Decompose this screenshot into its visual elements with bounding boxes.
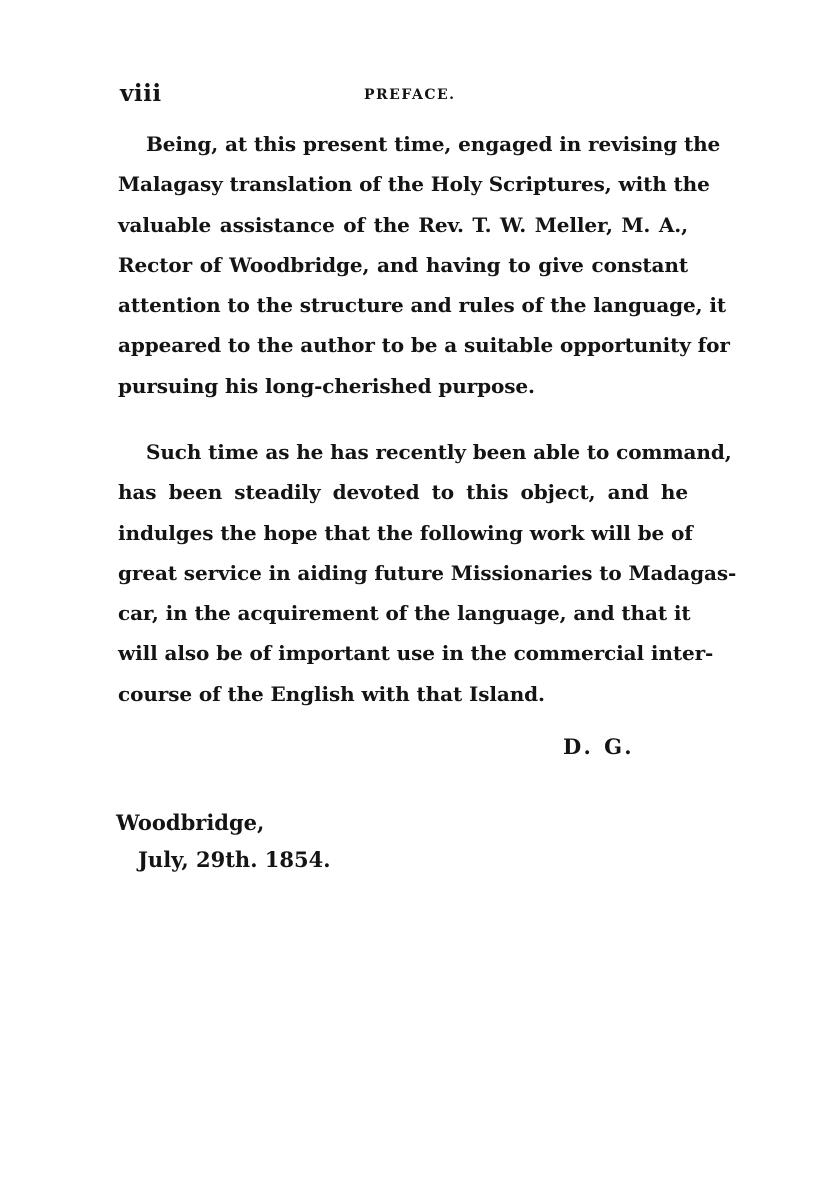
paragraph-line: car, in the acquirement of the language, and that it xyxy=(118,601,691,626)
paragraph-line: course of the English with that Island. xyxy=(118,681,545,706)
paragraph-line: has been steadily devoted to this object, and he xyxy=(118,480,688,505)
paragraph-line: Rector of Woodbridge, and having to give constant xyxy=(118,252,688,277)
place-line: Woodbridge, xyxy=(116,810,265,835)
page-number: viii xyxy=(120,80,162,107)
preface-paragraph-1 xyxy=(118,124,730,406)
paragraph-line: Such time as he has recently been able to command, xyxy=(146,440,732,464)
preface-paragraph-2 xyxy=(118,432,737,714)
paragraph-line: will also be of important use in the commercial inter- xyxy=(118,641,714,666)
paragraph-line: pursuing his long-cherished purpose. xyxy=(118,373,535,398)
paragraph-line: Being, at this present time, engaged in revising the xyxy=(146,132,721,156)
paragraph-line: valuable assistance of the Rev. T. W. Meller, M. A., xyxy=(118,212,688,237)
date-line: July, 29th. 1854. xyxy=(138,847,331,872)
paragraph-line: appeared to the author to be a suitable opportunity for xyxy=(118,333,730,358)
author-initials: D. G. xyxy=(563,734,635,759)
running-title: PREFACE. xyxy=(364,87,456,103)
paragraph-line: indulges the hope that the following work will be of xyxy=(118,520,693,545)
paragraph-line: attention to the structure and rules of the language, it xyxy=(118,293,727,318)
paragraph-line: great service in aiding future Missionaries to Madagas- xyxy=(118,560,737,585)
paragraph-line: Malagasy translation of the Holy Scriptures, with the xyxy=(118,172,710,197)
